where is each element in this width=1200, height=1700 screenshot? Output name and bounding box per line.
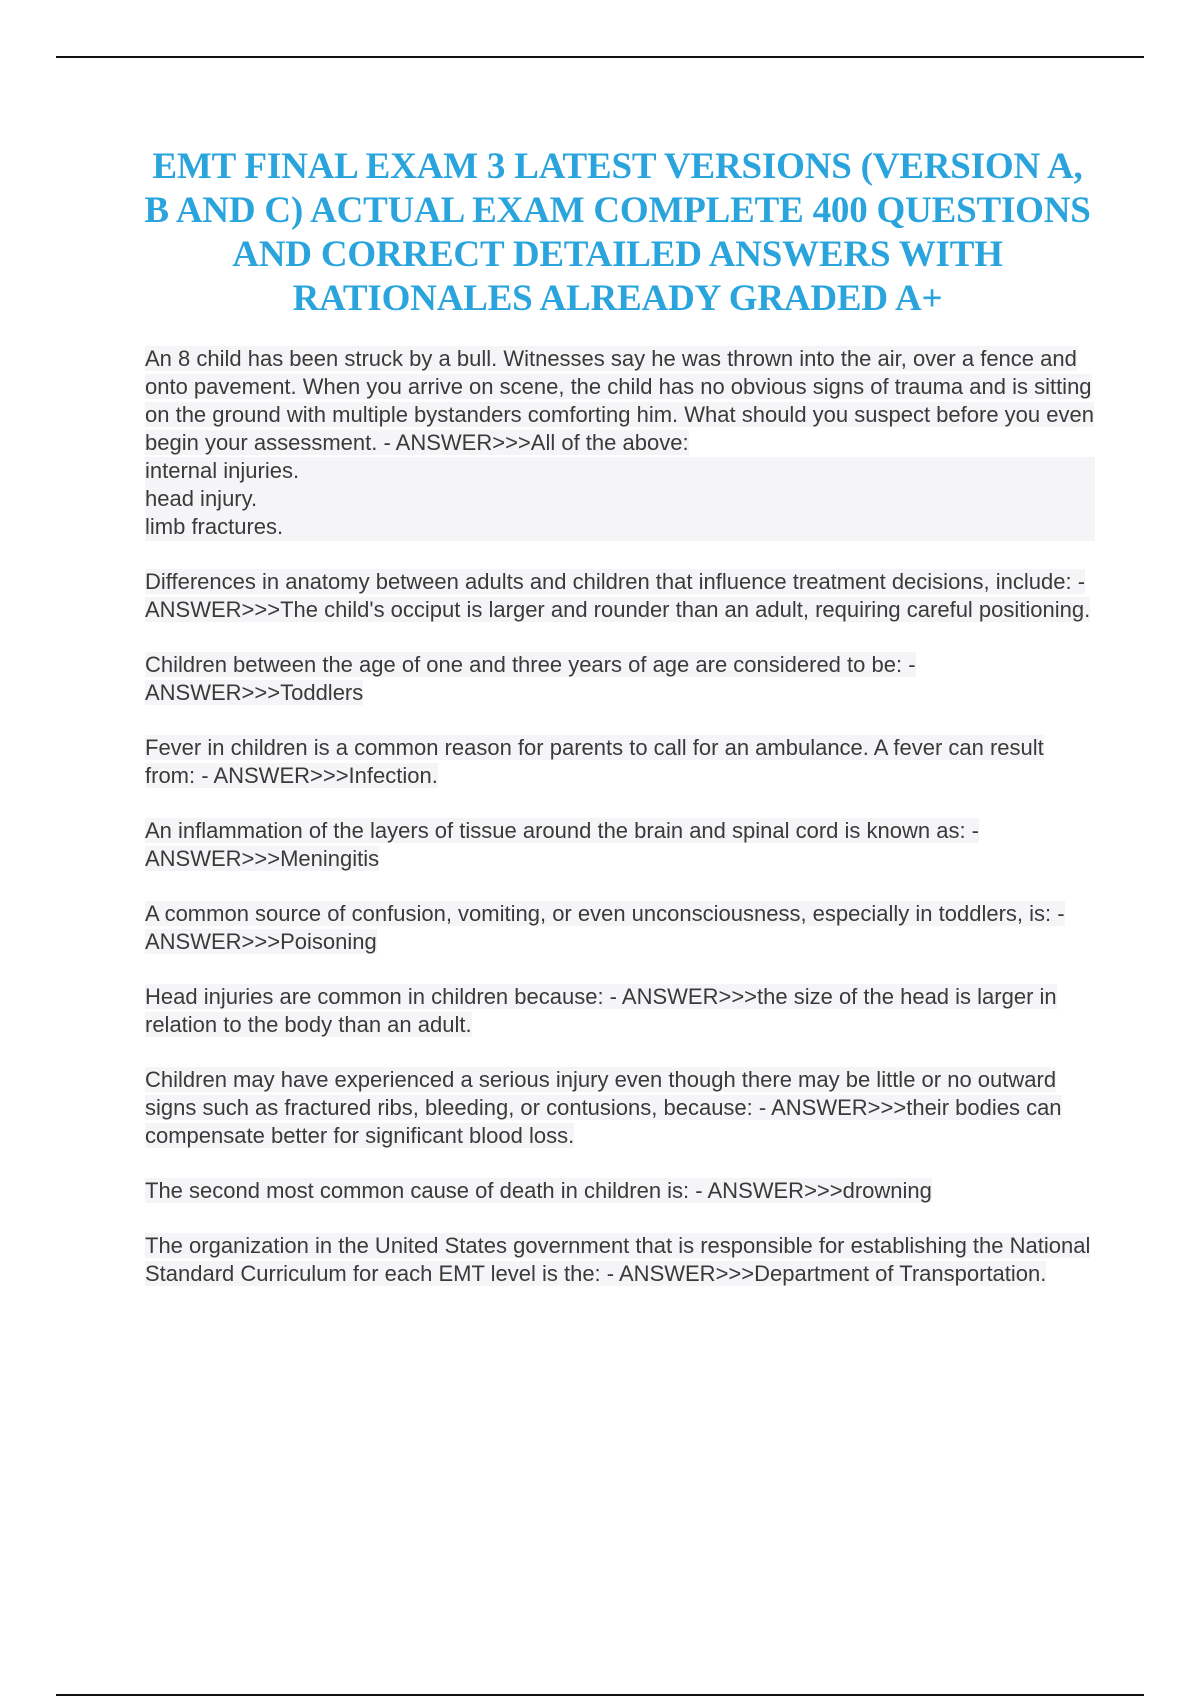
- answer-line: head injury.: [145, 485, 1095, 513]
- top-rule: [56, 56, 1144, 58]
- qa-item-10: [145, 1232, 1095, 1288]
- qa-item-6: [145, 900, 1095, 956]
- qa-item-3: [145, 651, 1095, 707]
- answer-line: limb fractures.: [145, 513, 1095, 541]
- qa-text: A common source of confusion, vomiting, or even unconsciousness, especially in toddlers, is: - ANSWER>>>Poisoning: [145, 901, 1065, 954]
- qa-list: [145, 345, 1095, 1315]
- qa-item-4: [145, 734, 1095, 790]
- qa-text: Differences in anatomy between adults and children that influence treatment decisions, include: - ANSWER>>>The child's occiput is larger and rounder than an adult, requiring careful positioning.: [145, 569, 1091, 622]
- qa-item-1: [145, 345, 1095, 541]
- qa-text: Children between the age of one and three years of age are considered to be: - ANSWER>>>Toddlers: [145, 652, 916, 705]
- qa-text: The organization in the United States government that is responsible for establishing the National Standard Curriculum for each EMT level is the: - ANSWER>>>Department of Transportation.: [145, 1233, 1091, 1286]
- qa-item-9: [145, 1177, 1095, 1205]
- bottom-rule: [56, 1694, 1144, 1696]
- qa-text: The second most common cause of death in children is: - ANSWER>>>drowning: [145, 1178, 932, 1203]
- qa-text: Fever in children is a common reason for parents to call for an ambulance. A fever can result from: - ANSWER>>>Infection.: [145, 735, 1044, 788]
- qa-item-5: [145, 817, 1095, 873]
- qa-text: Head injuries are common in children because: - ANSWER>>>the size of the head is larger in relation to the body than an adult.: [145, 984, 1057, 1037]
- qa-text: An inflammation of the layers of tissue around the brain and spinal cord is known as: - ANSWER>>>Meningitis: [145, 818, 980, 871]
- qa-text: Children may have experienced a serious injury even though there may be little or no outward signs such as fractured ribs, bleeding, or contusions, because: - ANSWER>>>their bodies can compensate better for significant blood loss.: [145, 1067, 1062, 1148]
- qa-item-7: [145, 983, 1095, 1039]
- document-title: EMT FINAL EXAM 3 LATEST VERSIONS (VERSION A, B AND C) ACTUAL EXAM COMPLETE 400 QUESTIONS AND CORRECT DETAILED ANSWERS WITH RATIONALES ALREADY GRADED A+: [144, 146, 1091, 319]
- qa-item-8: [145, 1066, 1095, 1150]
- answer-line: internal injuries.: [145, 457, 1095, 485]
- qa-text: An 8 child has been struck by a bull. Witnesses say he was thrown into the air, over a fence and onto pavement. When you arrive on scene, the child has no obvious signs of trauma and is sitting on the ground with multiple bystanders comforting him. What should you suspect before you even begin your assessment. - ANSWER>>>All of the above:: [145, 346, 1094, 455]
- qa-item-2: [145, 568, 1095, 624]
